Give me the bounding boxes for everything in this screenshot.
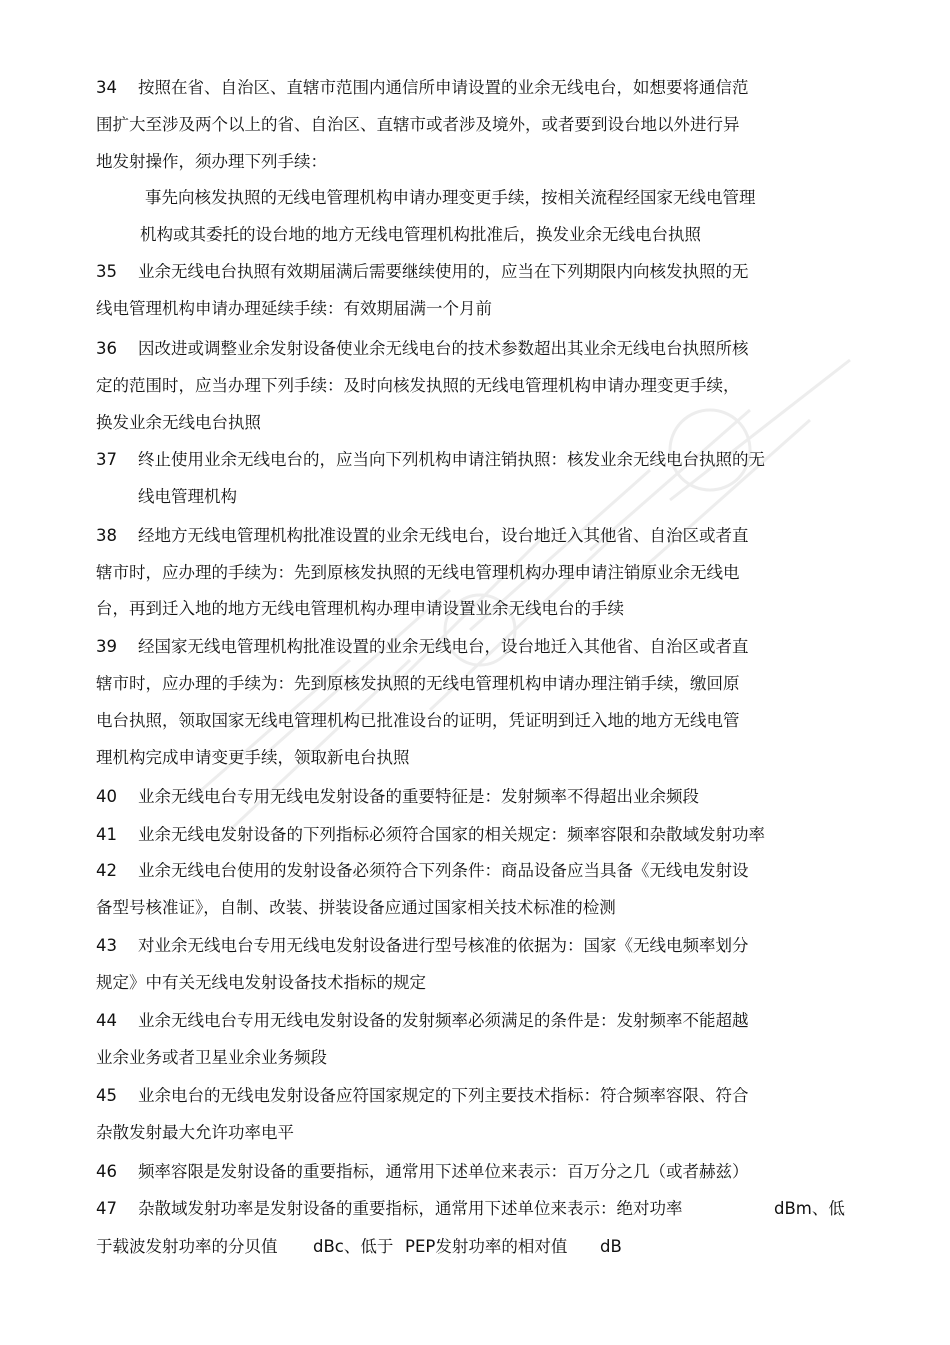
- item-text: 围扩大至涉及两个以上的省、自治区、直辖市或者涉及境外，或者要到设台地以外进行异: [96, 115, 740, 134]
- answer-text: 事先向核发执照的无线电管理机构申请办理变更手续，按相关流程经国家无线电管理: [145, 188, 756, 207]
- item-text: PEP发射功率的相对值: [405, 1237, 568, 1256]
- item-text: 业余业务或者卫星业余业务频段: [96, 1048, 327, 1067]
- item-number: 36: [96, 339, 117, 358]
- item-number: 37: [96, 450, 117, 469]
- item-number: 34: [96, 78, 117, 97]
- item-text: dBc、低于: [313, 1237, 394, 1256]
- item-number: 44: [96, 1011, 117, 1030]
- item-number: 47: [96, 1199, 117, 1218]
- item-text: 经地方无线电管理机构批准设置的业余无线电台，设台地迁入其他省、自治区或者直: [138, 526, 749, 545]
- item-text: 规定》中有关无线电发射设备技术指标的规定: [96, 973, 426, 992]
- item-number: 40: [96, 787, 117, 806]
- item-text: 电台执照，领取国家无线电管理机构已批准设台的证明，凭证明到迁入地的地方无线电管: [96, 711, 740, 730]
- answer-text: 机构或其委托的设台地的地方无线电管理机构批准后，换发业余无线电台执照: [140, 225, 701, 244]
- item-text: 经国家无线电管理机构批准设置的业余无线电台，设台地迁入其他省、自治区或者直: [138, 637, 749, 656]
- watermark: [150, 330, 870, 850]
- item-text: 杂散发射最大允许功率电平: [96, 1123, 294, 1142]
- item-text: 终止使用业余无线电台的，应当向下列机构申请注销执照：核发业余无线电台执照的无: [138, 450, 765, 469]
- item-number: 39: [96, 637, 117, 656]
- item-text: 业余无线电台执照有效期届满后需要继续使用的，应当在下列期限内向核发执照的无: [138, 262, 749, 281]
- item-text: 业余无线电发射设备的下列指标必须符合国家的相关规定：频率容限和杂散域发射功率: [138, 825, 765, 844]
- item-text: 换发业余无线电台执照: [96, 413, 261, 432]
- item-number: 38: [96, 526, 117, 545]
- item-number: 43: [96, 936, 117, 955]
- item-text: 业余无线电台专用无线电发射设备的重要特征是：发射频率不得超出业余频段: [138, 787, 699, 806]
- item-text: 辖市时，应办理的手续为：先到原核发执照的无线电管理机构申请办理注销手续，缴回原: [96, 674, 740, 693]
- item-number: 45: [96, 1086, 117, 1105]
- item-text: 定的范围时，应当办理下列手续：及时向核发执照的无线电管理机构申请办理变更手续，: [96, 376, 740, 395]
- item-text: 业余电台的无线电发射设备应符国家规定的下列主要技术指标：符合频率容限、符合: [138, 1086, 749, 1105]
- item-text: 业余无线电台使用的发射设备必须符合下列条件：商品设备应当具备《无线电发射设: [138, 861, 749, 880]
- item-text: 频率容限是发射设备的重要指标，通常用下述单位来表示：百万分之几（或者赫兹）: [138, 1162, 749, 1181]
- item-text: 对业余无线电台专用无线电发射设备进行型号核准的依据为：国家《无线电频率划分: [138, 936, 749, 955]
- item-text: dB: [600, 1237, 622, 1256]
- item-text: 线电管理机构申请办理延续手续：有效期届满一个月前: [96, 299, 492, 318]
- item-text: 因改进或调整业余发射设备使业余无线电台的技术参数超出其业余无线电台执照所核: [138, 339, 749, 358]
- item-text: 台，再到迁入地的地方无线电管理机构办理申请设置业余无线电台的手续: [96, 599, 624, 618]
- item-text: 于载波发射功率的分贝值: [96, 1237, 278, 1256]
- item-text: 辖市时，应办理的手续为：先到原核发执照的无线电管理机构办理申请注销原业余无线电: [96, 563, 740, 582]
- item-text: 理机构完成申请变更手续，领取新电台执照: [96, 748, 410, 767]
- item-text: 线电管理机构: [138, 487, 237, 506]
- item-text: 地发射操作，须办理下列手续：: [96, 152, 327, 171]
- item-text: 备型号核准证》，自制、改装、拼装设备应通过国家相关技术标准的检测: [96, 898, 616, 917]
- item-text: 按照在省、自治区、直辖市范围内通信所申请设置的业余无线电台，如想要将通信范: [138, 78, 749, 97]
- item-text: dBm、低: [774, 1199, 845, 1218]
- item-number: 42: [96, 861, 117, 880]
- item-text: 业余无线电台专用无线电发射设备的发射频率必须满足的条件是：发射频率不能超越: [138, 1011, 749, 1030]
- item-text: 杂散域发射功率是发射设备的重要指标，通常用下述单位来表示：绝对功率: [138, 1199, 683, 1218]
- item-number: 46: [96, 1162, 117, 1181]
- item-number: 35: [96, 262, 117, 281]
- item-number: 41: [96, 825, 117, 844]
